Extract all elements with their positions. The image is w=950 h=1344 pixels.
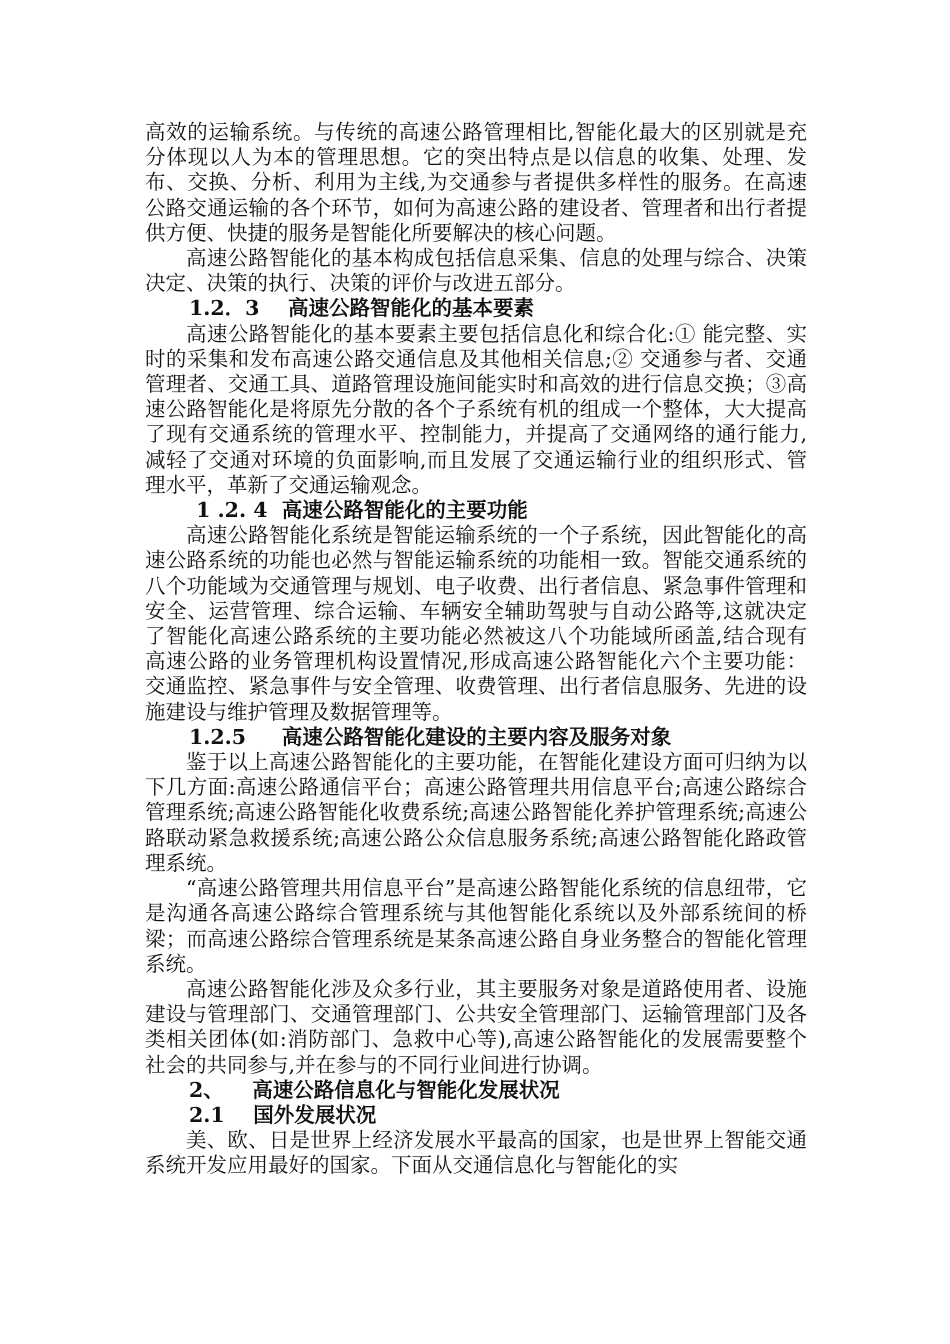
paragraph: 鉴于以上高速公路智能化的主要功能，在智能化建设方面可归纳为以下几方面:高速公路通信平台；高速公路管理共用信息平台;高速公路综合管理系统;高速公路智能化收费系统;高速公路智能化养护管理系统;高速公路联动紧急救援系统;高速公路公众信息服务系统;高速公路智能化路政管理系统。 <box>145 750 807 875</box>
paragraph: 高速公路智能化涉及众多行业，其主要服务对象是道路使用者、设施建设与管理部门、交通管理部门、公共安全管理部门、运输管理部门及各类相关团体(如:消防部门、急救中心等),高速公路智能化的发展需要整个社会的共同参与,并在参与的不同行业间进行协调。 <box>145 976 807 1077</box>
paragraph: 高速公路智能化系统是智能运输系统的一个子系统，因此智能化的高速公路系统的功能也必然与智能运输系统的功能相一致。智能交通系统的八个功能域为交通管理与规划、电子收费、出行者信息、紧急事件管理和安全、运营管理、综合运输、车辆安全辅助驾驶与自动公路等,这就决定了智能化高速公路系统的主要功能必然被这八个功能域所函盖,结合现有高速公路的业务管理机构设置情况,形成高速公路智能化六个主要功能：交通监控、紧急事件与安全管理、收费管理、出行者信息服务、先进的设施建设与维护管理及数据管理等。 <box>145 523 807 724</box>
paragraph: “高速公路管理共用信息平台”是高速公路智能化系统的信息纽带，它是沟通各高速公路综合管理系统与其他智能化系统以及外部系统间的桥梁；而高速公路综合管理系统是某条高速公路自身业务整合的智能化管理系统。 <box>145 876 807 976</box>
section-heading-2: 2、 高速公路信息化与智能化发展状况 <box>189 1077 560 1102</box>
section-heading-1-2-4: 1 .2. 4 高速公路智能化的主要功能 <box>189 498 528 523</box>
document-page <box>145 120 807 1179</box>
paragraph: 高速公路智能化的基本构成包括信息采集、信息的处理与综合、决策决定、决策的执行、决策的评价与改进五部分。 <box>145 246 807 296</box>
section-heading-1-2-5: 1.2.5 高速公路智能化建设的主要内容及服务对象 <box>189 724 672 749</box>
section-heading-2-1: 2.1 国外发展状况 <box>189 1102 377 1127</box>
paragraph: 高效的运输系统。与传统的高速公路管理相比,智能化最大的区别就是充分体现以人为本的管理思想。它的突出特点是以信息的收集、处理、发布、交换、分析、利用为主线,为交通参与者提供多样性的服务。在高速公路交通运输的各个环节，如何为高速公路的建设者、管理者和出行者提供方便、快捷的服务是智能化所要解决的核心问题。 <box>145 120 807 245</box>
paragraph: 高速公路智能化的基本要素主要包括信息化和综合化:① 能完整、实时的采集和发布高速公路交通信息及其他相关信息;② 交通参与者、交通管理者、交通工具、道路管理设施间能实时和高效的进行信息交换；③高速公路智能化是将原先分散的各个子系统有机的组成一个整体，大大提高了现有交通系统的管理水平、控制能力，并提高了交通网络的通行能力,减轻了交通对环境的负面影响,而且发展了交通运输行业的组织形式、管理水平，革新了交通运输观念。 <box>145 321 807 497</box>
section-heading-1-2-3: 1.2．3 高速公路智能化的基本要素 <box>189 296 534 321</box>
paragraph: 美、欧、日是世界上经济发展水平最高的国家，也是世界上智能交通系统开发应用最好的国家。下面从交通信息化与智能化的实 <box>145 1128 807 1178</box>
